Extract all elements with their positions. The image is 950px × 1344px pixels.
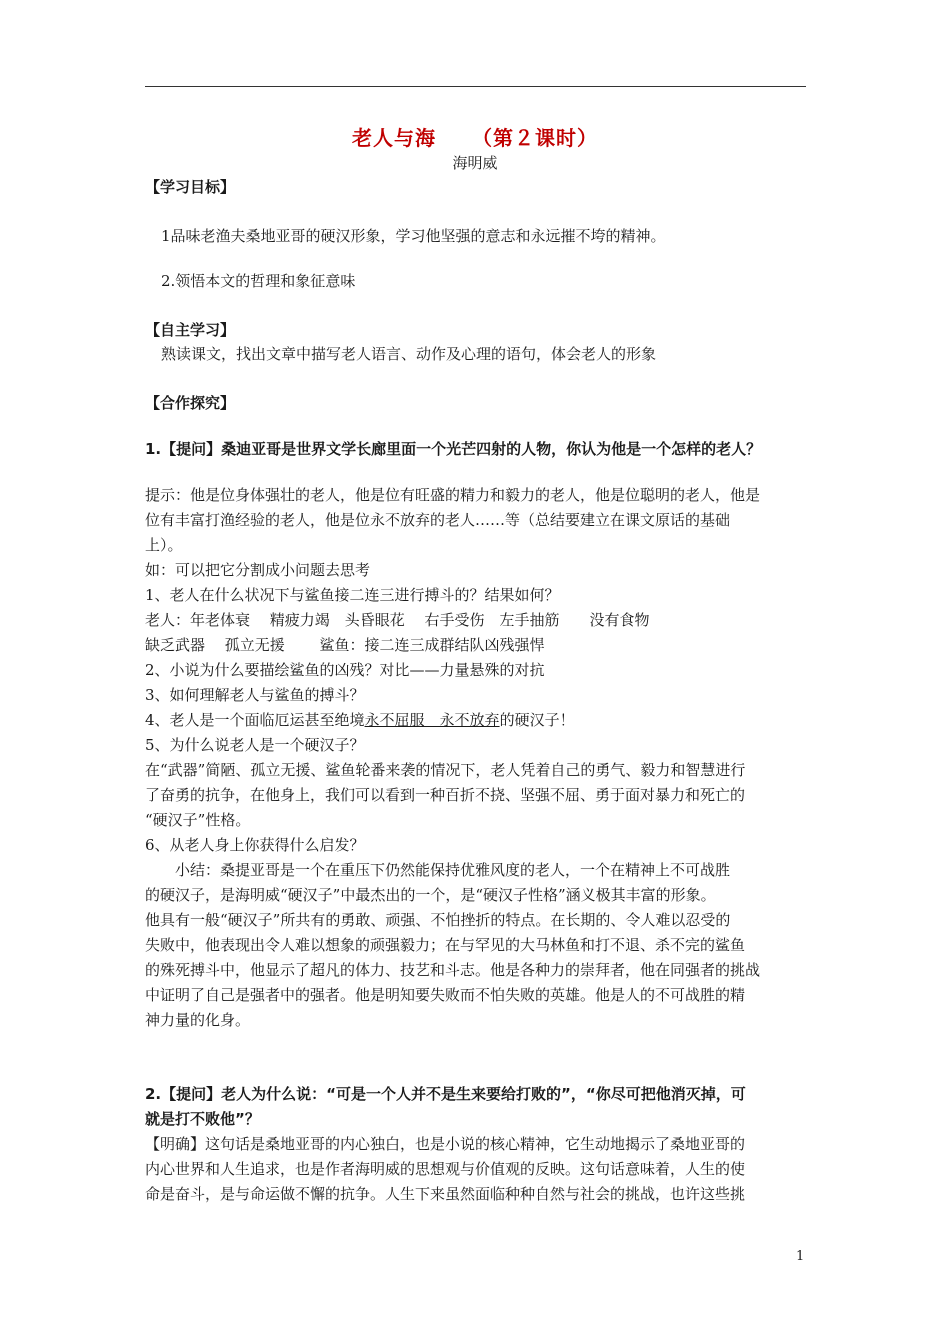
summary-line-1: 小结：桑提亚哥是一个在重压下仍然能保持优雅风度的老人，一个在精神上不可战胜: [145, 861, 731, 879]
q1-sub-4: [145, 708, 810, 732]
q1-sub-4-underlined: 永不屈服 永不放弃: [364, 711, 500, 729]
q1-sub-5-line-a: 在“武器”简陋、孤立无援、鲨鱼轮番来袭的情况下，老人凭着自己的勇气、毅力和智慧进行: [145, 761, 746, 779]
summary-line-6: 中证明了自己是强者中的强者。他是明知要失败而不怕失败的英雄。他是人的不可战胜的精: [145, 986, 746, 1004]
goals-heading: 【学习目标】: [145, 178, 236, 196]
q1-sub-4-pre: 4、老人是一个面临厄运甚至绝境: [145, 711, 365, 729]
q1-sub-1-detail-b: 缺乏武器 孤立无援 鲨鱼：接二连三成群结队凶残强悍: [145, 636, 545, 654]
header-rule: [145, 86, 806, 87]
q1-sub-1: 1、老人在什么状况下与鲨鱼接二连三进行搏斗的？结果如何？: [145, 586, 560, 604]
self-study-text: 熟读课文，找出文章中描写老人语言、动作及心理的语句，体会老人的形象: [161, 345, 657, 363]
q2-answer-line-2: 内心世界和人生追求，也是作者海明威的思想观与价值观的反映。这句话意味着，人生的使: [145, 1160, 746, 1178]
question-1-title: 1.【提问】桑迪亚哥是世界文学长廊里面一个光芒四射的人物，你认为他是一个怎样的老人？: [145, 440, 762, 458]
q1-hint-line-3: 上）。: [145, 536, 183, 554]
q1-sub-6: 6、从老人身上你获得什么启发？: [145, 836, 365, 854]
author: 海明威: [452, 154, 498, 172]
q1-sub-4-post: 的硬汉子！: [499, 711, 575, 729]
q1-sub-2: 2、小说为什么要描绘鲨鱼的凶残？对比——力量悬殊的对抗: [145, 661, 545, 679]
q2-answer-line-1: 【明确】这句话是桑地亚哥的内心独白，也是小说的核心精神，它生动地揭示了桑地亚哥的: [145, 1135, 746, 1153]
q1-sub-3: 3、如何理解老人与鲨鱼的搏斗？: [145, 686, 365, 704]
summary-line-7: 神力量的化身。: [145, 1011, 251, 1029]
page-title: [0, 122, 950, 151]
goal-item-1: 1品味老渔夫桑地亚哥的硬汉形象，学习他坚强的意志和永远摧不垮的精神。: [161, 227, 666, 245]
q1-example: 如：可以把它分割成小问题去思考: [145, 561, 371, 579]
question-2-title-line-2: 就是打不败他”？: [145, 1110, 260, 1128]
summary-line-2: 的硬汉子，是海明威“硬汉子”中最杰出的一个，是“硬汉子性格”涵义极其丰富的形象。: [145, 886, 716, 904]
page-number: 1: [796, 1249, 805, 1264]
question-2-title-line-1: 2.【提问】老人为什么说：“可是一个人并不是生来要给打败的”，“你尽可把他消灭掉，可: [145, 1085, 746, 1103]
self-study-heading: 【自主学习】: [145, 321, 236, 339]
q1-hint-line-1: 提示：他是位身体强壮的老人，他是位有旺盛的精力和毅力的老人，他是位聪明的老人，他是: [145, 486, 761, 504]
coop-heading: 【合作探究】: [145, 394, 236, 412]
q1-hint-line-2: 位有丰富打渔经验的老人，他是位永不放弃的老人……等（总结要建立在课文原话的基础: [145, 511, 731, 529]
q1-sub-1-detail-a: 老人：年老体衰 精疲力竭 头昏眼花 右手受伤 左手抽筋 没有食物: [145, 611, 650, 629]
q1-sub-5: 5、为什么说老人是一个硬汉子？: [145, 736, 365, 754]
q1-sub-5-line-b: 了奋勇的抗争，在他身上，我们可以看到一种百折不挠、坚强不屈、勇于面对暴力和死亡的: [145, 786, 746, 804]
summary-line-4: 失败中，他表现出令人难以想象的顽强毅力；在与罕见的大马林鱼和打不退、杀不完的鲨鱼: [145, 936, 746, 954]
q1-sub-5-line-c: “硬汉子”性格。: [145, 811, 251, 829]
q2-answer-line-3: 命是奋斗，是与命运做不懈的抗争。人生下来虽然面临种种自然与社会的挑战，也许这些挑: [145, 1185, 746, 1203]
goal-item-2: 2.领悟本文的哲理和象征意味: [161, 272, 356, 290]
title-main: 老人与海: [352, 126, 436, 150]
summary-line-5: 的殊死搏斗中，他显示了超凡的体力、技艺和斗志。他是各种力的崇拜者，他在同强者的挑战: [145, 961, 761, 979]
title-sub: （第２课时）: [472, 126, 598, 150]
summary-line-3: 他具有一般“硬汉子”所共有的勇敢、顽强、不怕挫折的特点。在长期的、令人难以忍受的: [145, 911, 731, 929]
